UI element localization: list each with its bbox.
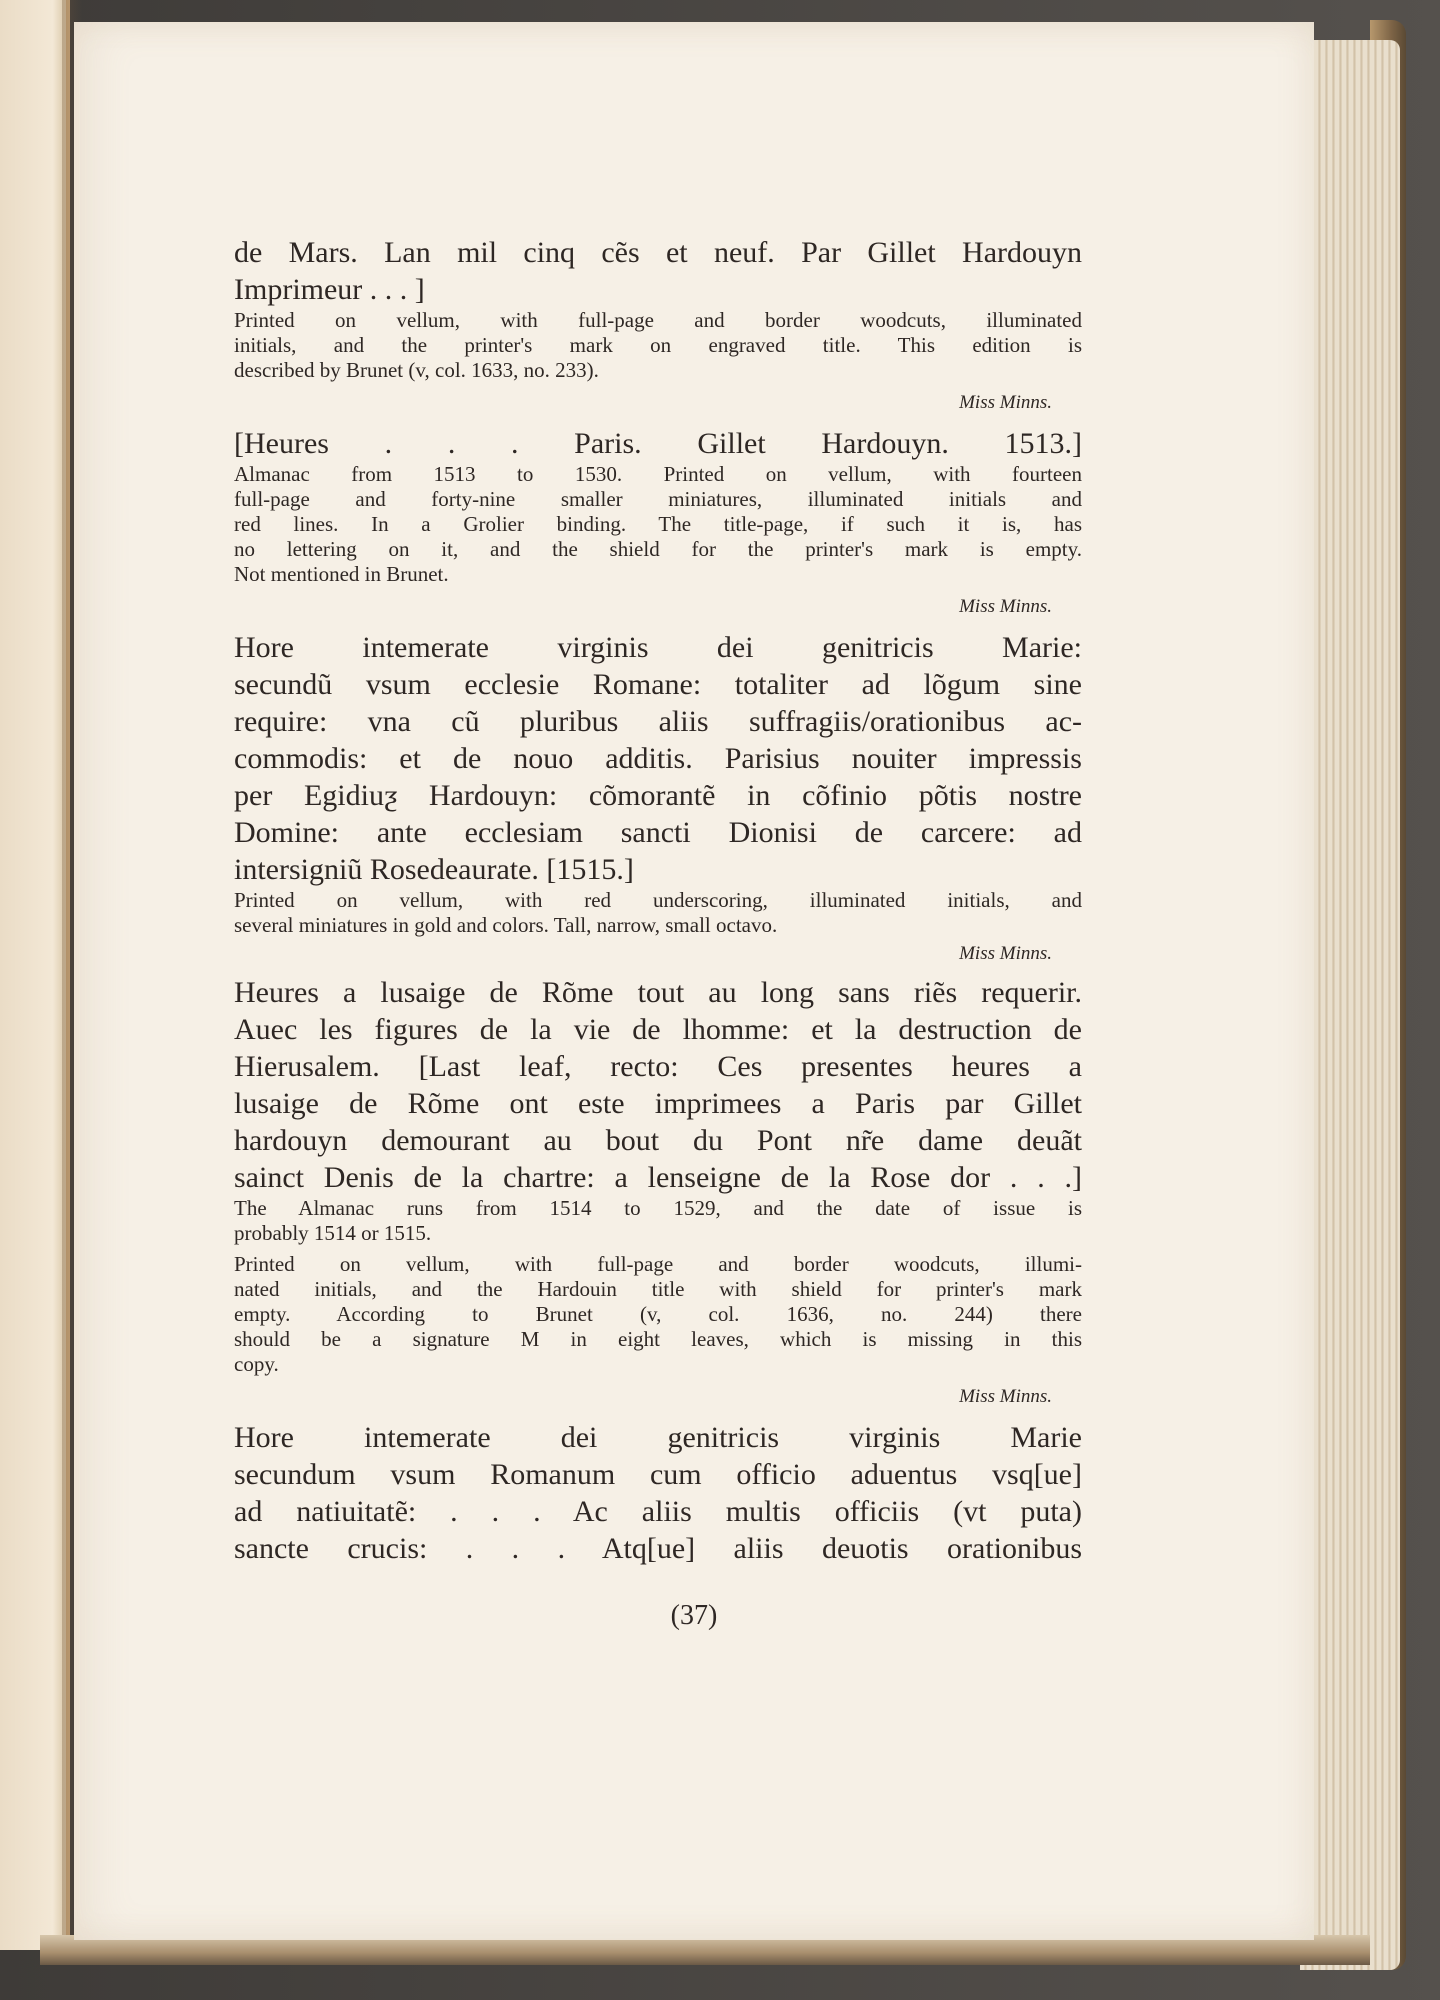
entry-title-line: Auec les figures de la vie de lhomme: et la destruction de: [234, 1013, 1082, 1046]
owner-attribution: Miss Minns.: [959, 943, 1052, 964]
owner-attribution: Miss Minns.: [959, 596, 1052, 617]
page-stack: [1300, 40, 1400, 1970]
book-page: [74, 22, 1314, 1940]
page-number: (37): [670, 1600, 718, 1631]
entry-note-line: Printed on vellum, with red underscoring, illuminated initials, and: [234, 888, 1082, 912]
entry-5: [234, 1419, 1082, 1567]
owner-attribution: Miss Minns.: [959, 392, 1052, 413]
entry-title-line: de Mars. Lan mil cinq cẽs et neuf. Par Gillet Hardouyn: [234, 236, 1082, 269]
left-page-edge: [0, 0, 70, 1950]
entry-title-line: hardouyn demourant au bout du Pont nr̃e dame deuãt: [234, 1124, 1082, 1157]
entry-1: [234, 234, 1082, 415]
entry-title-line: Imprimeur . . . ]: [234, 273, 425, 306]
entry-note-line: Almanac from 1513 to 1530. Printed on vellum, with fourteen: [234, 462, 1082, 486]
entry-note-line: Printed on vellum, with full-page and border woodcuts, illuminated: [234, 308, 1082, 332]
entry-title-line: intersigniũ Rosedeaurate. [1515.]: [234, 853, 634, 886]
entry-title-line: Hierusalem. [Last leaf, recto: Ces presentes heures a: [234, 1050, 1082, 1083]
entry-note-line: nated initials, and the Hardouin title with shield for printer's mark: [234, 1277, 1082, 1301]
entry-title-line: Domine: ante ecclesiam sancti Dionisi de carcere: ad: [234, 816, 1082, 849]
entry-title-line: [Heures . . . Paris. Gillet Hardouyn. 1513.]: [234, 427, 1082, 460]
entry-note-line: several miniatures in gold and colors. Tall, narrow, small octavo.: [234, 913, 778, 937]
entry-note-line: no lettering on it, and the shield for the printer's mark is empty.: [234, 537, 1082, 561]
entry-title-line: secundũ vsum ecclesie Romane: totaliter ad lõgum sine: [234, 668, 1082, 701]
entry-title-line: secundum vsum Romanum cum officio aduentus vsq[ue]: [234, 1458, 1082, 1491]
entry-title-line: commodis: et de nouo additis. Parisius nouiter impressis: [234, 742, 1082, 775]
entry-2: [234, 425, 1082, 619]
entry-note-line: full-page and forty-nine smaller miniatures, illuminated initials and: [234, 487, 1082, 511]
entry-4: [234, 974, 1082, 1409]
entry-title-line: require: vna cũ pluribus aliis suffragiis/orationibus ac-: [234, 705, 1082, 738]
entry-3: [234, 629, 1082, 966]
entry-note-line: probably 1514 or 1515.: [234, 1221, 432, 1245]
entry-title-line: Heures a lusaige de Rõme tout au long sans riẽs requerir.: [234, 976, 1082, 1009]
entry-title-line: sainct Denis de la chartre: a lenseigne de la Rose dor . . .]: [234, 1161, 1082, 1194]
entry-note-line: The Almanac runs from 1514 to 1529, and the date of issue is: [234, 1196, 1082, 1220]
entry-title-line: lusaige de Rõme ont este imprimees a Paris par Gillet: [234, 1087, 1082, 1120]
entry-title-line: ad natiuitatẽ: . . . Ac aliis multis officiis (vt puta): [234, 1495, 1082, 1528]
entry-note-line: initials, and the printer's mark on engraved title. This edition is: [234, 333, 1082, 357]
entry-note-line: empty. According to Brunet (v, col. 1636, no. 244) there: [234, 1302, 1082, 1326]
entry-note-line: should be a signature M in eight leaves, which is missing in this: [234, 1327, 1082, 1351]
entry-note-line: Printed on vellum, with full-page and border woodcuts, illumi-: [234, 1252, 1082, 1276]
entry-note-line: red lines. In a Grolier binding. The title-page, if such it is, has: [234, 512, 1082, 536]
entry-note-line: described by Brunet (v, col. 1633, no. 233).: [234, 358, 599, 382]
entry-title-line: Hore intemerate virginis dei genitricis Marie:: [234, 631, 1082, 664]
owner-attribution: Miss Minns.: [959, 1386, 1052, 1407]
entry-note-line: copy.: [234, 1352, 279, 1376]
entry-title-line: per Egidiuƺ Hardouyn: cõmorantẽ in cõfinio põtis nostre: [234, 779, 1082, 812]
entry-note-line: Not mentioned in Brunet.: [234, 562, 449, 586]
text-block: [234, 234, 1082, 1567]
entry-title-line: sancte crucis: . . . Atq[ue] aliis deuotis orationibus: [234, 1532, 1082, 1565]
entry-title-line: Hore intemerate dei genitricis virginis Marie: [234, 1421, 1082, 1454]
